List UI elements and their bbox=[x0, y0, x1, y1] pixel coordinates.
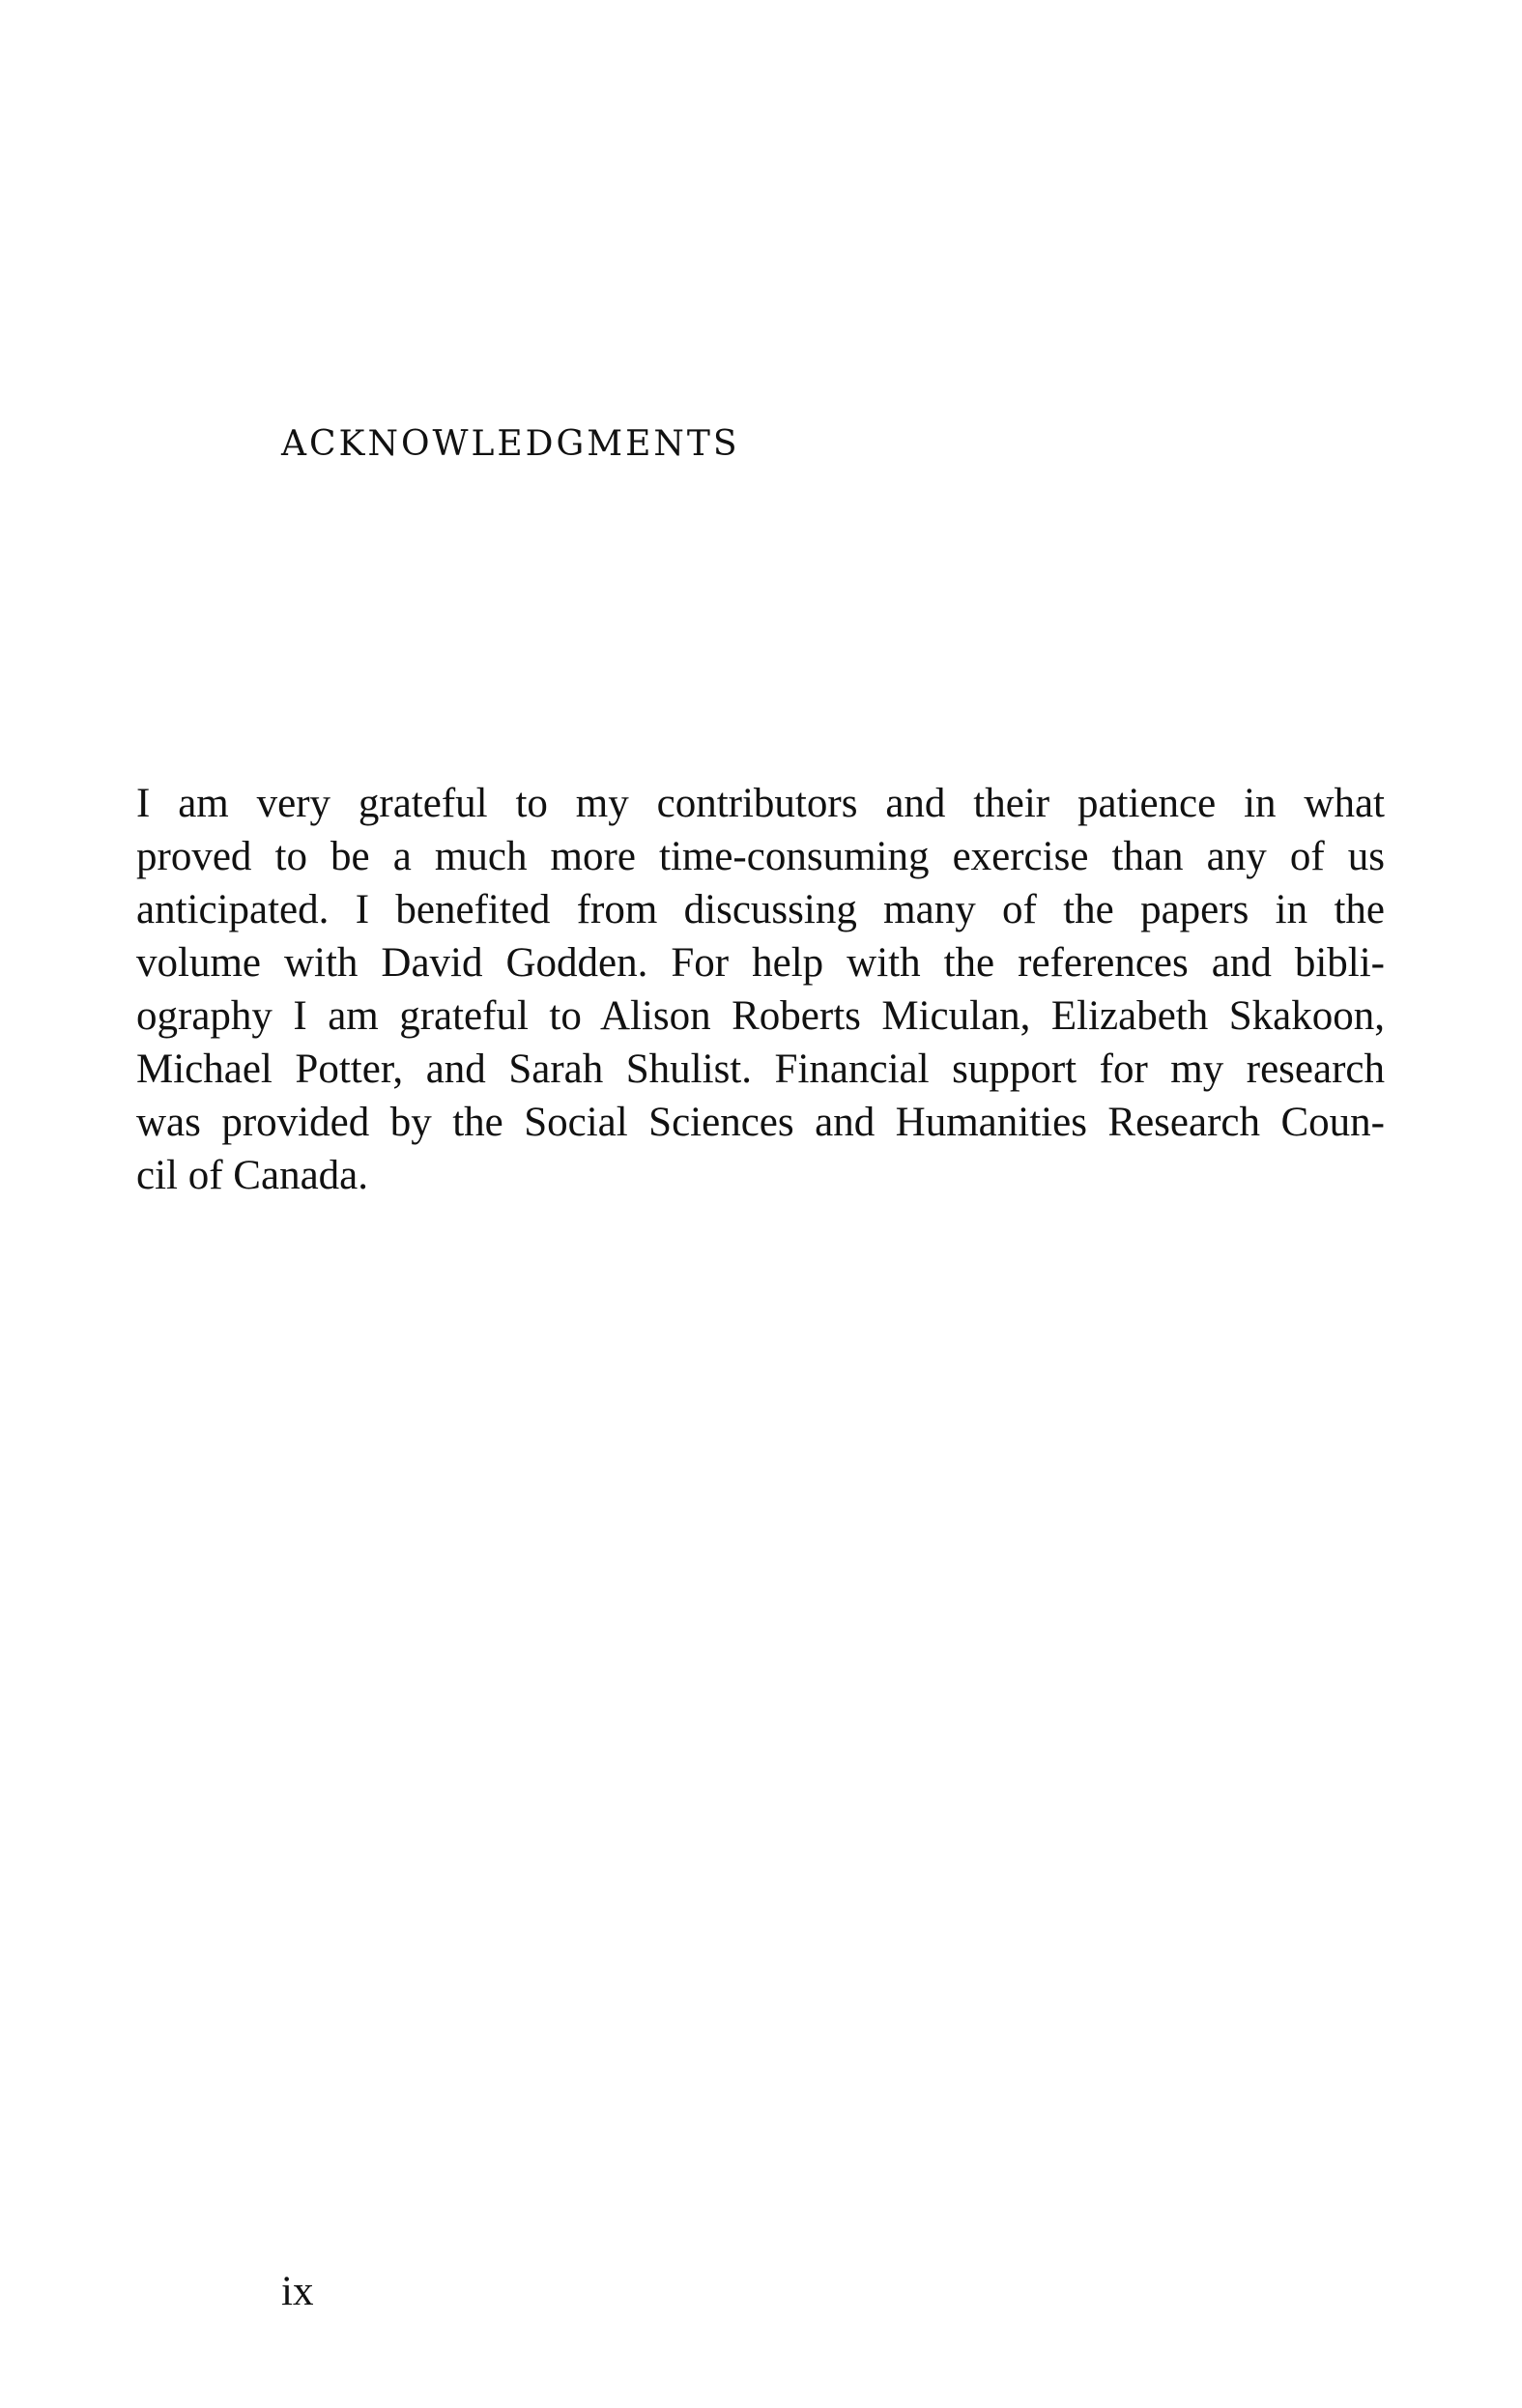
paragraph-line: cil of Canada. bbox=[136, 1153, 368, 1198]
paragraph-line: ography I am grateful to Alison Roberts Miculan, Elizabeth Skakoon, bbox=[136, 993, 1385, 1039]
paragraph-line: I am very grateful to my contributors and their patience in what bbox=[136, 781, 1385, 826]
paragraph-line: proved to be a much more time-consuming exercise than any of us bbox=[136, 834, 1385, 879]
paragraph-line: volume with David Godden. For help with the references and bibli- bbox=[136, 940, 1385, 986]
paragraph-line: was provided by the Social Sciences and Humanities Research Coun- bbox=[136, 1100, 1385, 1145]
paragraph-line: anticipated. I benefited from discussing many of the papers in the bbox=[136, 887, 1385, 932]
acknowledgments-paragraph bbox=[136, 777, 1385, 1202]
paragraph-line: Michael Potter, and Sarah Shulist. Financial support for my research bbox=[136, 1046, 1385, 1092]
page-number: ix bbox=[281, 2269, 314, 2314]
page-heading: ACKNOWLEDGMENTS bbox=[281, 424, 740, 464]
